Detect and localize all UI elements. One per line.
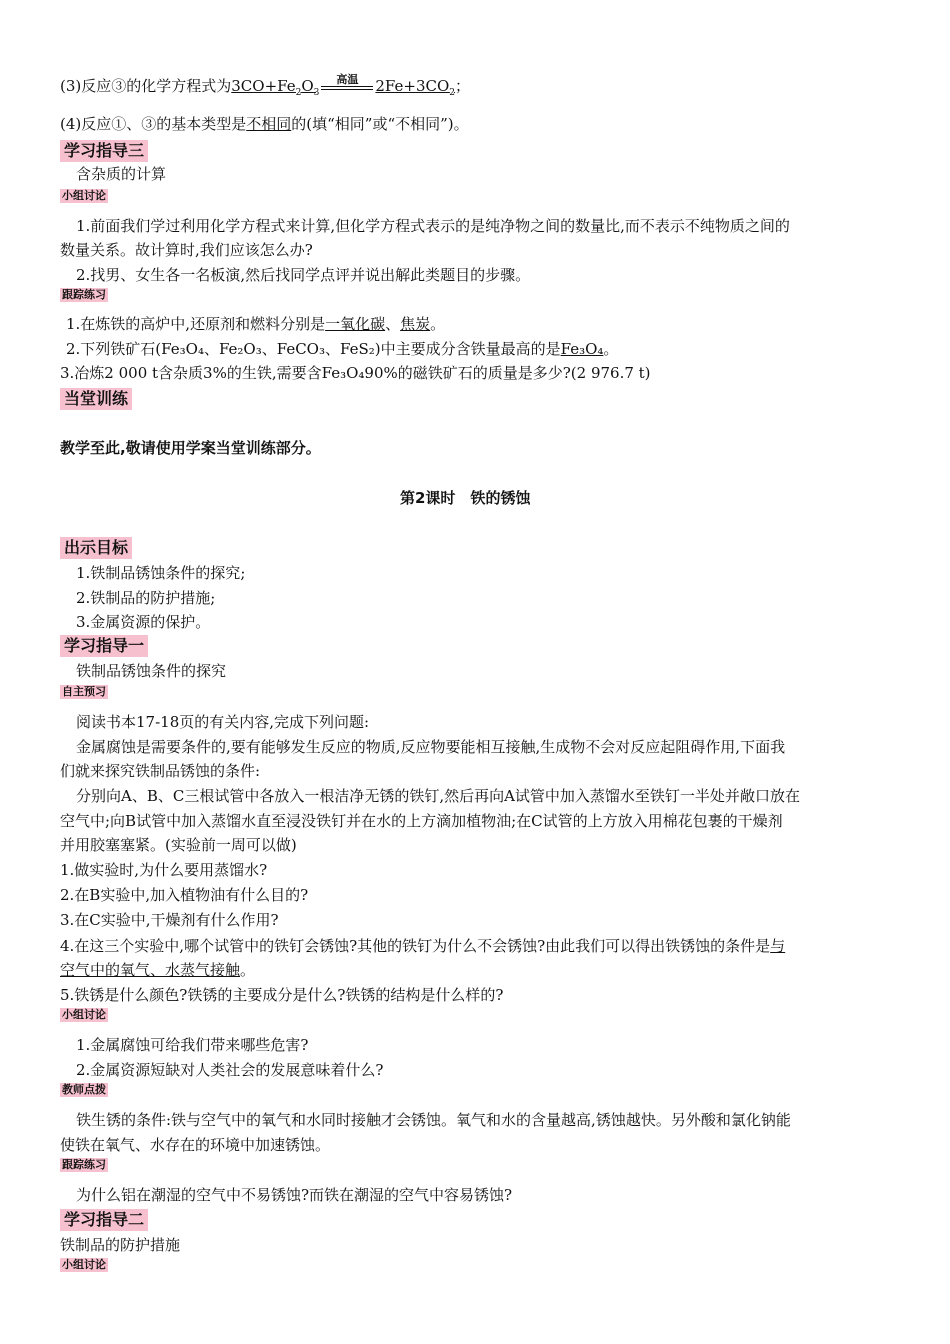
guide1-discussion-2: 2.金属资源短缺对人类社会的发展意味着什么? [76, 1061, 384, 1079]
label-discussion-2: 小组讨论 [62, 1008, 106, 1021]
guide1-question-4-line2 [60, 960, 255, 980]
question-4 [60, 114, 469, 134]
guide1-para2-line2: 空气中;向B试管中加入蒸馏水直至浸没铁钉并在水的上方滴加植物油;在C试管的上方放入用棉花包裹的干燥剂 [60, 812, 783, 830]
practice-1-suffix: 。 [430, 315, 446, 333]
practice-2-suffix: 。 [603, 340, 619, 358]
guide1-question-5: 5.铁锈是什么颜色?铁锈的主要成分是什么?铁锈的结构是什么样的? [60, 986, 504, 1004]
equation-reactants [231, 77, 320, 98]
practice-1-answer-2: 焦炭 [400, 315, 431, 333]
guide1-read: 阅读书本17-18页的有关内容,完成下列问题: [76, 713, 370, 731]
section-header-inclass: 当堂训练 [60, 388, 132, 410]
practice-1-prefix: 1.在炼铁的高炉中,还原剂和燃料分别是 [66, 315, 326, 333]
product-subscript: 2 [449, 88, 456, 98]
goal-item-3: 3.金属资源的保护。 [76, 613, 211, 631]
label-discussion: 小组讨论 [62, 189, 106, 202]
guide1-question-1: 1.做实验时,为什么要用蒸馏水? [60, 861, 268, 879]
equation-suffix: ； [455, 77, 471, 95]
practice-1-answer-1: 一氧化碳 [325, 315, 386, 333]
label-discussion-3: 小组讨论 [62, 1258, 106, 1271]
question-4-answer: 不相同 [246, 115, 292, 133]
goal-item-2: 2.铁制品的防护措施; [76, 589, 216, 607]
label-preview: 自主预习 [62, 685, 106, 698]
guide2-topic: 铁制品的防护措施 [60, 1236, 181, 1254]
reaction-condition: 高温 [336, 73, 359, 86]
reactant-subscript-1: 2 [295, 88, 302, 98]
guide1-tip-line2: 使铁在氧气、水存在的环境中加速锈蚀。 [60, 1136, 331, 1154]
guide3-discussion-1-line2: 数量关系。故计算时,我们应该怎么办? [60, 241, 313, 259]
practice-2-prefix: 2.下列铁矿石(Fe₃O₄、Fe₂O₃、FeCO₃、FeS₂)中主要成分含铁量最高的是 [66, 340, 561, 358]
question-4-suffix: 。 [240, 961, 256, 979]
guide1-question-3: 3.在C实验中,干燥剂有什么作用? [60, 911, 279, 929]
guide1-para2-line3: 并用胶塞塞紧。(实验前一周可以做) [60, 836, 297, 854]
guide3-practice-2 [66, 339, 618, 359]
product-text: 2Fe+3CO [375, 77, 450, 95]
label-practice-2: 跟踪练习 [62, 1158, 106, 1171]
guide1-para2-line1: 分别向A、B、C三根试管中各放入一根洁净无锈的铁钉,然后再向A试管中加入蒸馏水至铁钉一半处并敞口放在 [76, 787, 800, 805]
guide1-practice-question: 为什么铝在潮湿的空气中不易锈蚀?而铁在潮湿的空气中容易锈蚀? [76, 1186, 513, 1204]
inclass-note: 教学至此,敬请使用学案当堂训练部分。 [60, 439, 321, 457]
guide1-para1-line1: 金属腐蚀是需要条件的,要有能够发生反应的物质,反应物要能相互接触,生成物不会对反应起阻碍作用,下面我 [76, 738, 786, 756]
question-4-text: 4.在这三个实验中,哪个试管中的铁钉会锈蚀?其他的铁钉为什么不会锈蚀?由此我们可以得出铁锈蚀的条件是 [60, 937, 771, 955]
section-header-guide2: 学习指导二 [60, 1209, 148, 1231]
goal-item-1: 1.铁制品锈蚀条件的探究; [76, 564, 246, 582]
guide1-question-4-line1 [60, 936, 785, 956]
section-header-guide1: 学习指导一 [60, 635, 148, 657]
reaction-arrow [319, 73, 375, 96]
reactant-text-a: 3CO+Fe [231, 77, 296, 95]
guide1-discussion-1: 1.金属腐蚀可给我们带来哪些危害? [76, 1036, 309, 1054]
label-teacher-tip: 教师点拨 [62, 1083, 106, 1096]
guide1-question-2: 2.在B实验中,加入植物油有什么目的? [60, 886, 309, 904]
section-header-goals: 出示目标 [60, 537, 132, 559]
guide3-discussion-2: 2.找男、女生各一名板演,然后找同学点评并说出解此类题目的步骤。 [76, 266, 531, 284]
label-practice: 跟踪练习 [62, 288, 106, 301]
question-4-answer-end: 空气中的氧气、水蒸气接触 [60, 961, 241, 979]
guide1-tip-line1: 铁生锈的条件:铁与空气中的氧气和水同时接触才会锈蚀。氧气和水的含量越高,锈蚀越快。另外酸和氯化钠能 [76, 1111, 791, 1129]
lesson-title: 第2课时 铁的锈蚀 [400, 489, 531, 507]
guide3-topic: 含杂质的计算 [76, 165, 167, 183]
practice-2-answer: Fe₃O₄ [560, 340, 604, 358]
question-4-suffix: 的(填“相同”或“不相同”)。 [291, 115, 469, 133]
equation-line [60, 73, 471, 98]
guide1-para1-line2: 们就来探究铁制品锈蚀的条件: [60, 762, 261, 780]
equation-products [375, 77, 456, 98]
guide1-topic: 铁制品锈蚀条件的探究 [76, 662, 227, 680]
guide3-practice-1 [66, 314, 445, 334]
equation-prefix: (3)反应③的化学方程式为 [60, 77, 232, 95]
guide3-practice-3: 3.冶炼2 000 t含杂质3%的生铁,需要含Fe₃O₄90%的磁铁矿石的质量是多少?(2 976.7 t) [60, 364, 651, 382]
guide3-discussion-1-line1: 1.前面我们学过利用化学方程式来计算,但化学方程式表示的是纯净物之间的数量比,而不表示不纯物质之间的 [76, 217, 790, 235]
reactant-text-b: O [301, 77, 314, 95]
question-4-answer-start: 与 [770, 937, 786, 955]
reactant-subscript-2: 3 [313, 88, 320, 98]
section-header-guide3: 学习指导三 [60, 140, 148, 162]
question-4-prefix: (4)反应①、③的基本类型是 [60, 115, 247, 133]
practice-1-separator: 、 [385, 315, 401, 333]
